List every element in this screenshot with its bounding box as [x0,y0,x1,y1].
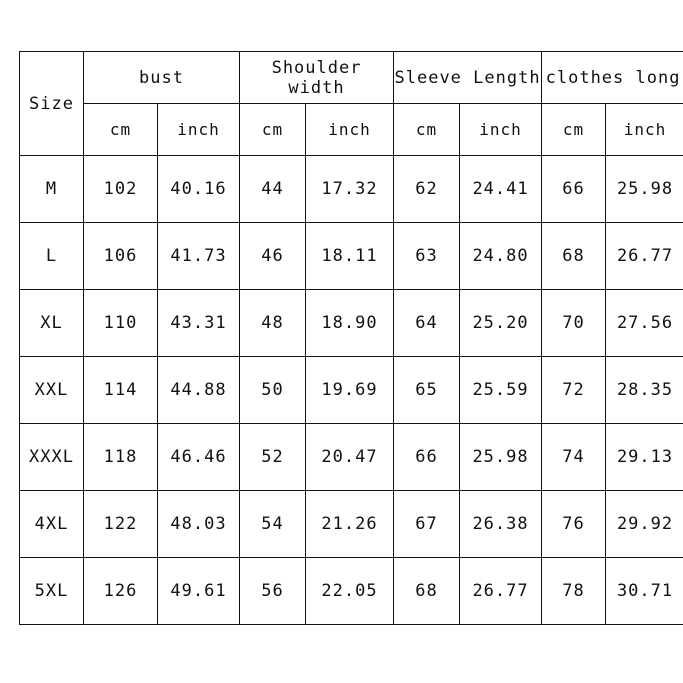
cell-sleeve-cm: 64 [394,290,460,357]
row-size-label: 5XL [20,558,84,625]
table-row [20,156,683,223]
cell-bust-cm: 102 [84,156,158,223]
header-group-shoulder-width: Shoulder width [240,52,394,104]
cell-bust-cm: 114 [84,357,158,424]
table-row [20,357,683,424]
cell-clothes-inch: 25.98 [606,156,683,223]
header-size-cell: Size [20,52,84,156]
cell-bust-inch: 41.73 [158,223,240,290]
cell-clothes-cm: 66 [542,156,606,223]
header-group-bust: bust [84,52,240,104]
cell-bust-cm: 118 [84,424,158,491]
cell-clothes-inch: 29.92 [606,491,683,558]
cell-shoulder-inch: 19.69 [306,357,394,424]
header-unit-bust-cm: cm [84,104,158,156]
cell-sleeve-cm: 68 [394,558,460,625]
cell-shoulder-cm: 46 [240,223,306,290]
cell-clothes-cm: 72 [542,357,606,424]
cell-clothes-cm: 70 [542,290,606,357]
cell-shoulder-inch: 18.90 [306,290,394,357]
header-unit-shoulder-inch: inch [306,104,394,156]
cell-bust-cm: 122 [84,491,158,558]
cell-clothes-cm: 68 [542,223,606,290]
cell-clothes-inch: 28.35 [606,357,683,424]
header-group-clothes-long: clothes long [542,52,683,104]
header-unit-sleeve-cm: cm [394,104,460,156]
cell-shoulder-inch: 21.26 [306,491,394,558]
header-unit-row [20,104,683,156]
row-size-label: XL [20,290,84,357]
cell-clothes-cm: 76 [542,491,606,558]
cell-shoulder-cm: 52 [240,424,306,491]
cell-sleeve-inch: 24.80 [460,223,542,290]
cell-bust-inch: 44.88 [158,357,240,424]
header-unit-sleeve-inch: inch [460,104,542,156]
table-row [20,558,683,625]
cell-shoulder-cm: 56 [240,558,306,625]
size-chart-table-wrapper [19,51,681,625]
cell-sleeve-inch: 26.77 [460,558,542,625]
header-unit-clothes-cm: cm [542,104,606,156]
cell-bust-cm: 110 [84,290,158,357]
cell-bust-cm: 106 [84,223,158,290]
cell-bust-inch: 40.16 [158,156,240,223]
cell-sleeve-cm: 66 [394,424,460,491]
cell-bust-cm: 126 [84,558,158,625]
cell-sleeve-cm: 65 [394,357,460,424]
cell-bust-inch: 43.31 [158,290,240,357]
cell-shoulder-cm: 44 [240,156,306,223]
row-size-label: 4XL [20,491,84,558]
cell-sleeve-cm: 67 [394,491,460,558]
cell-shoulder-inch: 17.32 [306,156,394,223]
cell-clothes-inch: 26.77 [606,223,683,290]
cell-clothes-cm: 74 [542,424,606,491]
cell-sleeve-inch: 25.20 [460,290,542,357]
table-row [20,223,683,290]
cell-sleeve-inch: 24.41 [460,156,542,223]
table-row [20,290,683,357]
row-size-label: M [20,156,84,223]
cell-shoulder-cm: 48 [240,290,306,357]
table-row [20,424,683,491]
cell-sleeve-cm: 62 [394,156,460,223]
size-chart-table [19,51,683,625]
header-group-row [20,52,683,104]
cell-clothes-inch: 29.13 [606,424,683,491]
header-unit-shoulder-cm: cm [240,104,306,156]
cell-clothes-cm: 78 [542,558,606,625]
cell-clothes-inch: 27.56 [606,290,683,357]
cell-shoulder-inch: 22.05 [306,558,394,625]
cell-sleeve-inch: 26.38 [460,491,542,558]
row-size-label: XXL [20,357,84,424]
cell-sleeve-cm: 63 [394,223,460,290]
cell-shoulder-cm: 54 [240,491,306,558]
row-size-label: L [20,223,84,290]
cell-shoulder-cm: 50 [240,357,306,424]
cell-clothes-inch: 30.71 [606,558,683,625]
header-unit-clothes-inch: inch [606,104,683,156]
cell-bust-inch: 46.46 [158,424,240,491]
cell-bust-inch: 48.03 [158,491,240,558]
cell-shoulder-inch: 18.11 [306,223,394,290]
row-size-label: XXXL [20,424,84,491]
header-group-sleeve-length: Sleeve Length [394,52,542,104]
cell-bust-inch: 49.61 [158,558,240,625]
cell-shoulder-inch: 20.47 [306,424,394,491]
cell-sleeve-inch: 25.59 [460,357,542,424]
header-unit-bust-inch: inch [158,104,240,156]
cell-sleeve-inch: 25.98 [460,424,542,491]
table-row [20,491,683,558]
